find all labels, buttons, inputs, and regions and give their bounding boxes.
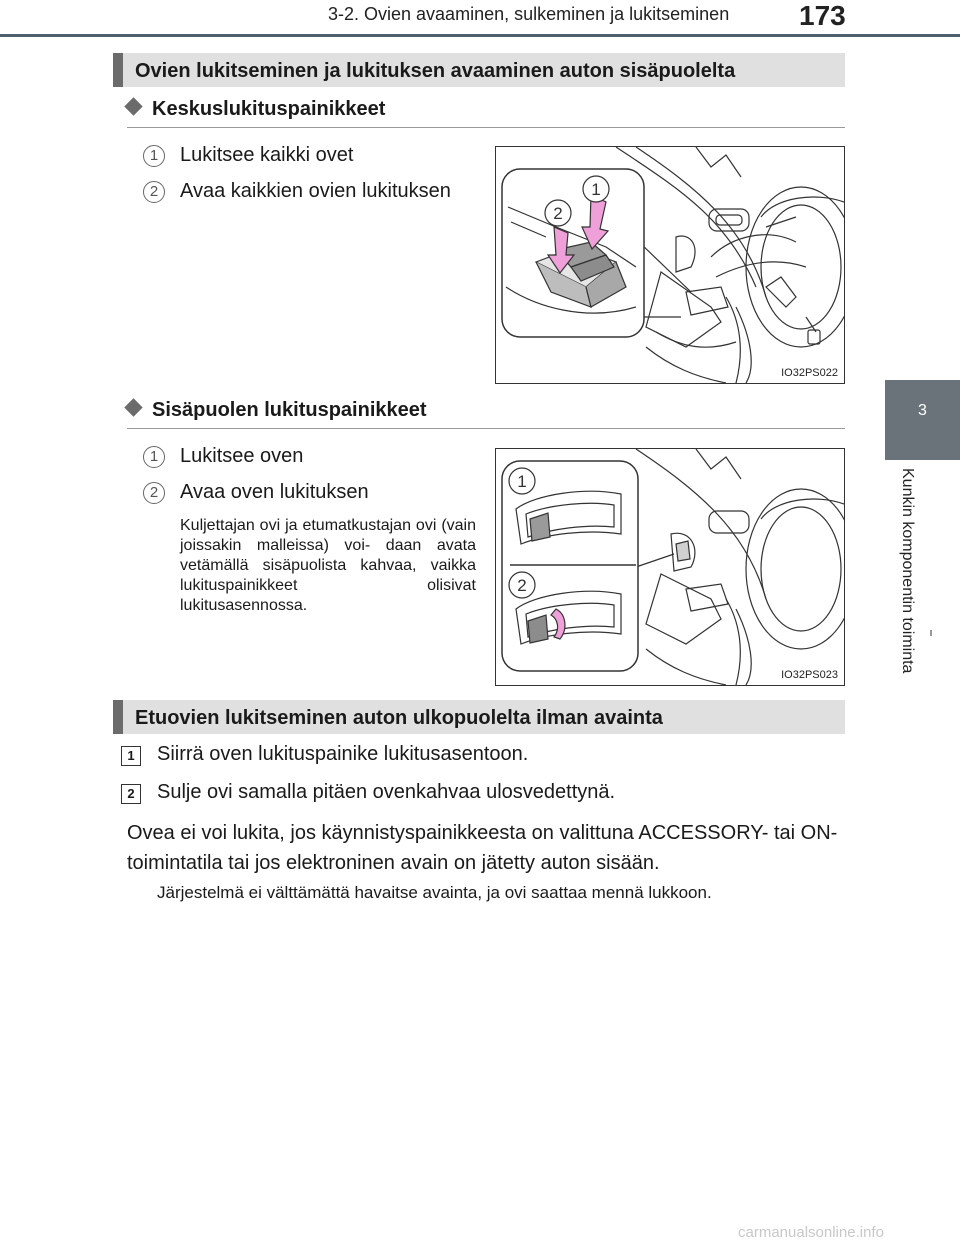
subheader-rule: [127, 428, 845, 429]
figure-inside-lock-button: [495, 448, 845, 686]
diamond-icon: [124, 97, 142, 115]
subheader-central-lock: [127, 98, 385, 121]
figure-central-lock-switch: [495, 146, 845, 384]
item-text: Avaa kaikkien ovien lukituksen: [180, 180, 451, 202]
section-header-outside-locking: [113, 700, 845, 734]
callout-1: 1: [517, 472, 527, 491]
chapter-label-wrap: [898, 468, 918, 728]
figure-code: IO32PS023: [781, 669, 838, 681]
figure-illustration: [496, 449, 844, 685]
subheader-inside-lock: [127, 399, 427, 422]
figure-code: IO32PS022: [781, 367, 838, 379]
outside-lock-note: Järjestelmä ei välttämättä havaitse avainta, ja ovi saattaa mennä lukkoon.: [157, 883, 712, 902]
callout-1: 1: [591, 180, 601, 199]
section-title: Etuovien lukitseminen auton ulkopuolelta ilman avainta: [135, 707, 663, 729]
item-number-circle: 1: [143, 145, 165, 167]
item-text: Lukitsee kaikki ovet: [180, 144, 354, 166]
subheader-rule: [127, 127, 845, 128]
side-tick: [930, 630, 932, 636]
chapter-tab: [885, 380, 960, 460]
diamond-icon: [124, 398, 142, 416]
subheader-text: Keskuslukituspainikkeet: [152, 98, 386, 120]
chapter-label: Kunkin komponentin toiminta: [899, 468, 916, 674]
step-number: 2: [121, 784, 141, 804]
page-number: 173: [799, 0, 846, 31]
header-rule: [0, 34, 960, 37]
callout-2: 2: [553, 204, 563, 223]
subheader-text: Sisäpuolen lukituspainikkeet: [152, 399, 427, 421]
item-number-circle: 2: [143, 482, 165, 504]
section-title: Ovien lukitseminen ja lukituksen avaaminen auton sisäpuolelta: [135, 60, 736, 82]
inside-lock-note: Kuljettajan ovi ja etumatkustajan ovi (vain joissakin malleissa) voi- daan avata vetämällä sisäpuolista kahvaa, vaikka lukituspainikkeet olisivat lukitusasennossa.: [180, 517, 476, 614]
step-number: 1: [121, 746, 141, 766]
callout-2: 2: [517, 576, 527, 595]
outside-lock-paragraph: Ovea ei voi lukita, jos käynnistyspainikkeesta on valittuna ACCESSORY- tai ON-toimintatila tai jos elektroninen avain on jätetty auton sisään.: [127, 822, 838, 874]
step-text: Siirrä oven lukituspainike lukitusasentoon.: [157, 743, 529, 765]
section-header-inside-locking: [113, 53, 845, 87]
figure-illustration: [496, 147, 844, 383]
item-text: Avaa oven lukituksen: [180, 481, 369, 503]
item-text: Lukitsee oven: [180, 445, 304, 467]
item-number-circle: 1: [143, 446, 165, 468]
chapter-number: 3: [918, 402, 927, 419]
watermark: carmanualsonline.info: [738, 1224, 884, 1241]
running-header: 3-2. Ovien avaaminen, sulkeminen ja lukitseminen: [328, 4, 730, 24]
step-text: Sulje ovi samalla pitäen ovenkahvaa ulosvedettynä.: [157, 781, 616, 803]
item-number-circle: 2: [143, 181, 165, 203]
